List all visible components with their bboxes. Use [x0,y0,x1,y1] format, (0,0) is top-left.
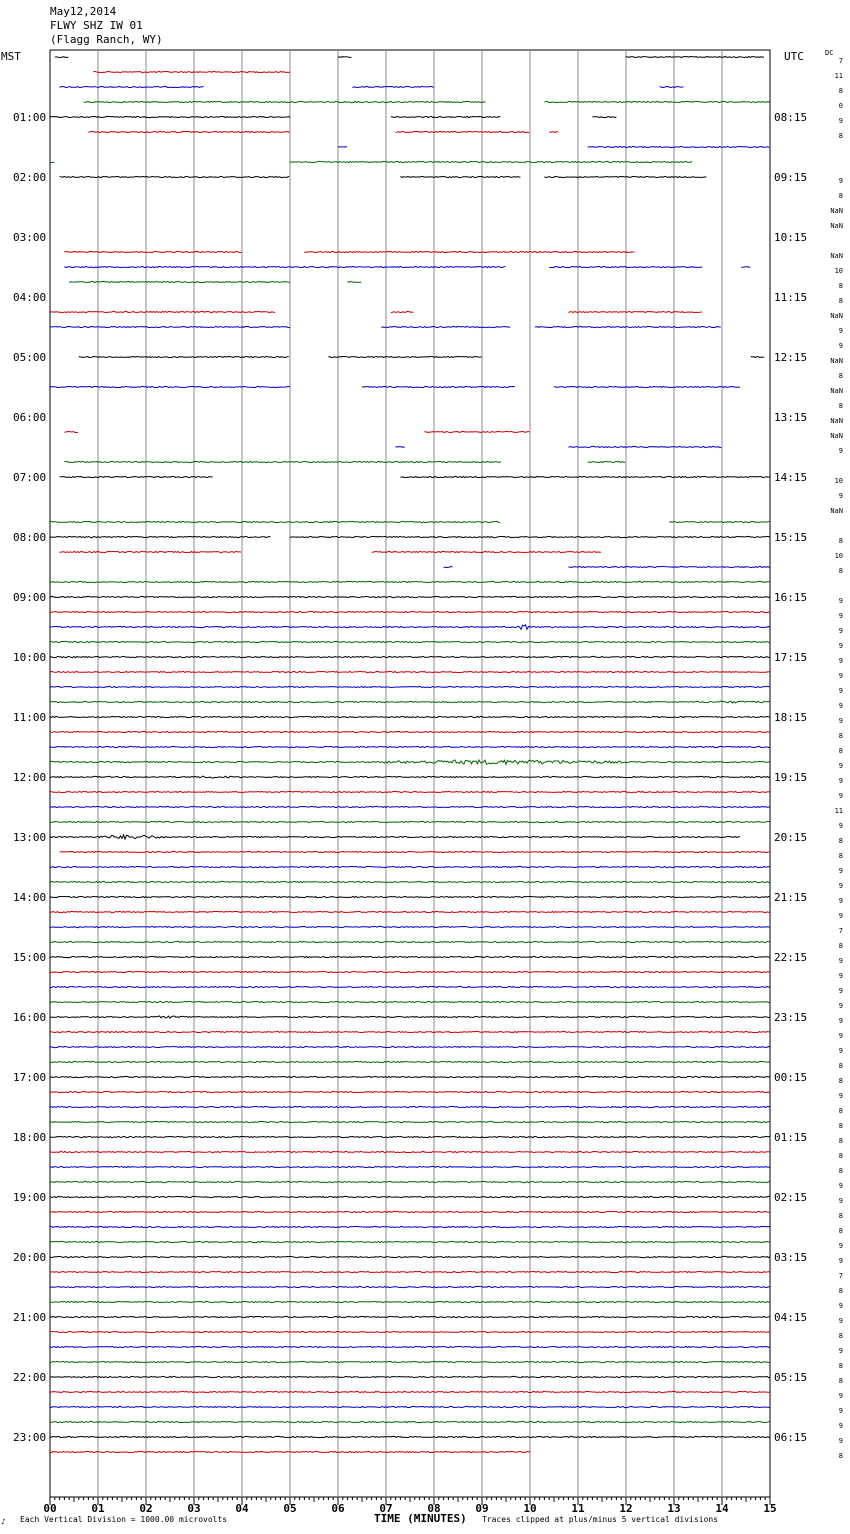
x-tick-label: 13 [667,1502,681,1515]
dc-offset-value: 9 [838,1437,843,1445]
seismic-trace-segment [50,1271,770,1272]
seismic-trace-segment [50,1136,770,1137]
seismic-trace-segment [79,356,289,357]
x-tick-label: 07 [379,1502,393,1515]
mst-hour-label: 14:00 [13,891,47,904]
dc-offset-value: 7 [838,1272,843,1280]
mst-hour-label: 06:00 [13,411,47,424]
seismic-trace-segment [50,1106,770,1107]
dc-offset-value: 9 [838,822,843,830]
utc-hour-label: 13:15 [774,411,808,424]
dc-offset-value: 8 [838,1137,843,1145]
seismic-trace-segment [391,116,501,117]
seismic-trace-segment [50,1196,770,1197]
dc-offset-value: 8 [838,537,843,545]
x-tick-label: 10 [523,1502,537,1515]
seismic-trace-segment [535,326,721,327]
mst-hour-label: 04:00 [13,291,47,304]
dc-offset-value: 8 [838,192,843,200]
dc-offset-value: 8 [838,1077,843,1085]
x-tick-label: 06 [331,1502,345,1515]
dc-offset-value: 9 [838,1002,843,1010]
mst-hour-label: 12:00 [13,771,47,784]
dc-offset-value: 9 [838,882,843,890]
seismic-trace-segment [50,1151,770,1152]
dc-offset-value: 8 [838,1362,843,1370]
mst-hour-label: 05:00 [13,351,47,364]
dc-offset-value: 8 [838,132,843,140]
dc-offset-value: 8 [838,1062,843,1070]
dc-offset-value: 8 [838,942,843,950]
dc-offset-value: 8 [838,747,843,755]
utc-hour-label: 06:15 [774,1431,808,1444]
seismic-trace-segment [50,1181,770,1182]
seismic-trace-segment [626,56,764,57]
seismic-trace-segment [669,521,770,522]
footer-mark: ♪ [1,1517,6,1526]
x-tick-label: 08 [427,1502,441,1515]
dc-offset-value: 9 [838,777,843,785]
seismic-trace-segment [50,731,770,732]
utc-hour-label: 15:15 [774,531,808,544]
seismic-trace-segment [391,311,414,312]
dc-offset-value: 9 [838,657,843,665]
mst-hour-label: 03:00 [13,231,47,244]
seismic-trace-segment [50,956,770,957]
dc-offset-value: 9 [838,447,843,455]
dc-offset-value: 8 [838,1287,843,1295]
seismic-trace-segment [64,432,78,433]
seismic-trace-segment [50,1226,770,1227]
dc-offset-value: NaN [830,222,843,230]
seismic-trace-segment [50,1016,770,1018]
dc-offset-value: 9 [838,672,843,680]
utc-hour-label: 03:15 [774,1251,808,1264]
dc-offset-value: 9 [838,1032,843,1040]
seismic-trace-segment [50,1046,770,1047]
dc-offset-value: 11 [834,807,843,815]
dc-offset-value: 9 [838,1257,843,1265]
mst-hour-label: 17:00 [13,1071,47,1084]
mst-hour-label: 13:00 [13,831,47,844]
seismic-trace-segment [444,567,453,568]
seismic-trace-segment [50,625,770,630]
seismic-trace-segment [592,117,616,118]
utc-hour-label: 12:15 [774,351,808,364]
seismic-trace-segment [400,476,769,477]
mst-hour-label: 20:00 [13,1251,47,1264]
seismic-trace-segment [50,1331,770,1332]
seismic-trace-segment [304,251,634,252]
utc-hour-label: 09:15 [774,171,808,184]
seismic-trace-segment [50,611,770,612]
seismic-trace-segment [50,326,290,327]
utc-hour-label: 10:15 [774,231,808,244]
seismic-trace-segment [50,971,770,972]
seismic-trace-segment [352,86,433,87]
seismic-trace-segment [50,716,770,717]
dc-offset-value: 9 [838,702,843,710]
seismic-trace-segment [93,71,290,72]
dc-offset-value: 9 [838,1422,843,1430]
dc-offset-value: 8 [838,282,843,290]
utc-hour-label: 19:15 [774,771,808,784]
dc-offset-value: 8 [838,567,843,575]
seismic-trace-segment [50,386,290,387]
dc-offset-value: 10 [834,477,843,485]
seismic-trace-segment [50,596,770,597]
mst-hour-label: 11:00 [13,711,47,724]
x-tick-label: 01 [91,1502,105,1515]
seismic-trace-segment [60,551,242,552]
seismic-trace-segment [348,281,362,282]
dc-offset-value: 10 [834,552,843,560]
dc-offset-value: 9 [838,897,843,905]
station-location: (Flagg Ranch, WY) [50,33,163,46]
seismic-trace-segment [381,326,510,327]
utc-hour-label: 23:15 [774,1011,808,1024]
seismic-trace-segment [60,86,204,87]
dc-offset-value: NaN [830,387,843,395]
seismic-trace-segment [50,1421,770,1422]
dc-offset-value: 9 [838,912,843,920]
dc-offset-value: 8 [838,1377,843,1385]
dc-offset-value: 9 [838,177,843,185]
x-axis-title: TIME (MINUTES) [374,1512,467,1525]
seismic-trace-segment [50,536,271,537]
seismic-trace-segment [396,447,405,448]
dc-offset-value: 10 [834,267,843,275]
seismic-trace-segment [568,446,721,447]
dc-offset-value: 9 [838,117,843,125]
dc-offset-value: 8 [838,1167,843,1175]
seismic-trace-segment [50,911,770,912]
dc-offset-value: 9 [838,1317,843,1325]
seismic-trace-segment [362,386,515,387]
dc-offset-value: 9 [838,867,843,875]
mst-hour-label: 18:00 [13,1131,47,1144]
seismic-trace-segment [50,1436,770,1437]
seismic-trace-segment [588,461,626,462]
seismic-trace-segment [50,1211,770,1212]
x-tick-label: 04 [235,1502,249,1515]
utc-hour-label: 17:15 [774,651,808,664]
seismic-trace-segment [50,1346,770,1347]
seismic-trace-segment [50,835,740,839]
dc-offset-value: 9 [838,327,843,335]
seismic-trace-segment [50,941,770,942]
utc-hour-label: 22:15 [774,951,808,964]
dc-offset-value: 8 [838,87,843,95]
utc-hour-label: 14:15 [774,471,808,484]
seismic-trace-segment [544,176,706,177]
seismic-trace-segment [64,461,501,462]
x-tick-label: 03 [187,1502,201,1515]
seismic-trace-segment [84,101,486,102]
scale-note: Each Vertical Division = 1000.00 microvolts [20,1515,228,1524]
mst-hour-label: 01:00 [13,111,47,124]
dc-offset-value: 9 [838,957,843,965]
dc-offset-value: 8 [838,1332,843,1340]
mst-hour-label: 21:00 [13,1311,47,1324]
dc-offset-value: 8 [838,852,843,860]
dc-offset-value: 9 [838,1302,843,1310]
dc-offset-value: 8 [838,1152,843,1160]
dc-offset-value: 8 [838,1212,843,1220]
mst-hour-label: 09:00 [13,591,47,604]
record-date: May12,2014 [50,5,117,18]
dc-offset-value: 9 [838,1197,843,1205]
utc-hour-label: 20:15 [774,831,808,844]
mst-hour-label: 16:00 [13,1011,47,1024]
seismic-trace-segment [50,116,290,117]
left-timezone-label: MST [1,50,21,63]
dc-offset-value: 9 [838,1047,843,1055]
seismic-trace-segment [50,746,770,747]
seismic-trace-segment [50,1286,770,1287]
seismic-trace-segment [554,386,740,387]
seismic-trace-segment [549,132,558,133]
seismic-trace-segment [660,87,684,88]
dc-offset-value: 9 [838,642,843,650]
dc-offset-value: 8 [838,402,843,410]
dc-offset-value: 9 [838,1347,843,1355]
dc-column-label: DC [825,49,834,57]
seismic-trace-segment [50,926,770,927]
x-tick-label: 09 [475,1502,489,1515]
dc-offset-value: NaN [830,507,843,515]
dc-offset-value: 8 [838,837,843,845]
dc-offset-value: 9 [838,627,843,635]
dc-offset-value: 0 [838,102,843,110]
seismic-trace-segment [290,161,692,162]
mst-hour-label: 23:00 [13,1431,47,1444]
seismic-trace-segment [50,1301,770,1302]
dc-offset-value: 9 [838,717,843,725]
mst-hour-label: 08:00 [13,531,47,544]
dc-offset-value: 8 [838,732,843,740]
x-tick-label: 14 [715,1502,729,1515]
dc-offset-value: 9 [838,1242,843,1250]
seismic-trace-segment [50,1001,770,1002]
utc-hour-label: 00:15 [774,1071,808,1084]
seismic-trace-segment [372,551,601,552]
right-timezone-label: UTC [784,50,804,63]
dc-offset-value: NaN [830,312,843,320]
seismic-trace-segment [64,251,241,252]
seismic-trace-segment [50,656,770,657]
utc-hour-label: 02:15 [774,1191,808,1204]
seismic-trace-segment [50,1121,770,1122]
seismic-trace-segment [568,566,769,567]
seismic-trace-segment [50,1316,770,1317]
seismic-trace-segment [50,866,770,867]
x-tick-label: 00 [43,1502,57,1515]
seismic-trace-segment [50,1061,770,1062]
seismic-trace-segment [741,267,750,268]
seismic-trace-segment [50,521,500,522]
seismic-trace-segment [50,1376,770,1377]
dc-offset-value: 8 [838,297,843,305]
mst-hour-label: 10:00 [13,651,47,664]
mst-hour-label: 07:00 [13,471,47,484]
dc-offset-value: NaN [830,432,843,440]
dc-offset-value: 9 [838,1392,843,1400]
dc-offset-value: 9 [838,492,843,500]
seismic-trace-segment [50,1031,770,1032]
seismic-trace-segment [50,760,770,764]
seismic-trace-segment [50,1241,770,1242]
x-tick-label: 15 [763,1502,777,1515]
dc-offset-value: 7 [838,57,843,65]
seismic-trace-segment [50,791,770,792]
seismic-trace-segment [50,1091,770,1092]
x-tick-label: 05 [283,1502,297,1515]
dc-offset-value: 9 [838,342,843,350]
seismic-trace-segment [50,806,770,807]
seismic-trace-segment [50,1256,770,1257]
dc-offset-value: 9 [838,597,843,605]
seismic-trace-segment [338,147,347,148]
mst-hour-label: 15:00 [13,951,47,964]
utc-hour-label: 21:15 [774,891,808,904]
seismic-trace-segment [50,311,275,312]
seismic-trace-segment [751,357,765,358]
dc-offset-value: 9 [838,1017,843,1025]
dc-offset-value: 8 [838,1107,843,1115]
mst-hour-label: 19:00 [13,1191,47,1204]
seismic-trace-segment [50,1361,770,1362]
seismic-trace-segment [69,281,290,282]
dc-offset-value: 7 [838,927,843,935]
dc-offset-value: 8 [838,1122,843,1130]
seismic-trace-segment [60,176,290,177]
seismic-trace-segment [568,311,702,312]
dc-offset-value: 8 [838,1227,843,1235]
dc-offset-value: 8 [838,1452,843,1460]
dc-offset-value: 11 [834,72,843,80]
seismic-trace-segment [55,57,69,58]
dc-offset-value: NaN [830,252,843,260]
utc-hour-label: 11:15 [774,291,808,304]
dc-offset-value: NaN [830,417,843,425]
seismic-trace-segment [50,581,770,582]
seismic-trace-segment [50,686,770,687]
dc-offset-value: 9 [838,762,843,770]
mst-hour-label: 22:00 [13,1371,47,1384]
seismic-trace-segment [424,431,529,432]
dc-offset-value: 8 [838,372,843,380]
utc-hour-label: 18:15 [774,711,808,724]
utc-hour-label: 01:15 [774,1131,808,1144]
utc-hour-label: 16:15 [774,591,808,604]
dc-offset-value: NaN [830,357,843,365]
x-tick-label: 11 [571,1502,585,1515]
mst-hour-label: 02:00 [13,171,47,184]
seismic-trace-segment [64,266,505,267]
utc-hour-label: 04:15 [774,1311,808,1324]
dc-offset-value: 9 [838,1092,843,1100]
utc-hour-label: 08:15 [774,111,808,124]
seismic-trace-segment [50,1406,770,1407]
seismic-trace-segment [396,131,529,132]
seismic-trace-segment [328,356,481,357]
seismic-trace-segment [88,131,289,132]
utc-hour-label: 05:15 [774,1371,808,1384]
seismic-trace-segment [60,476,213,477]
seismic-trace-segment [50,986,770,987]
seismic-trace-segment [588,146,770,147]
dc-offset-value: 9 [838,792,843,800]
dc-offset-value: 9 [838,987,843,995]
seismic-trace-segment [50,881,770,882]
seismic-trace-segment [50,1391,770,1392]
seismic-trace-segment [60,851,770,852]
seismic-trace-segment [50,671,770,672]
seismic-trace-segment [50,776,770,778]
clip-note: Traces clipped at plus/minus 5 vertical divisions [482,1515,719,1524]
dc-offset-value: 9 [838,687,843,695]
seismic-trace-segment [50,821,770,822]
x-tick-label: 12 [619,1502,633,1515]
x-tick-label: 02 [139,1502,153,1515]
seismic-trace-segment [50,701,770,703]
dc-offset-value: 9 [838,972,843,980]
dc-offset-value: 9 [838,612,843,620]
seismic-trace-segment [50,1076,770,1077]
dc-offset-value: NaN [830,207,843,215]
dc-offset-value: 9 [838,1182,843,1190]
seismic-trace-segment [50,896,770,897]
station-code: FLWY SHZ IW 01 [50,19,143,32]
seismic-trace-segment [400,176,520,177]
dc-offset-value: 9 [838,1407,843,1415]
seismic-trace-segment [50,641,770,642]
seismic-trace-segment [338,57,352,58]
seismic-trace-segment [50,1166,770,1167]
